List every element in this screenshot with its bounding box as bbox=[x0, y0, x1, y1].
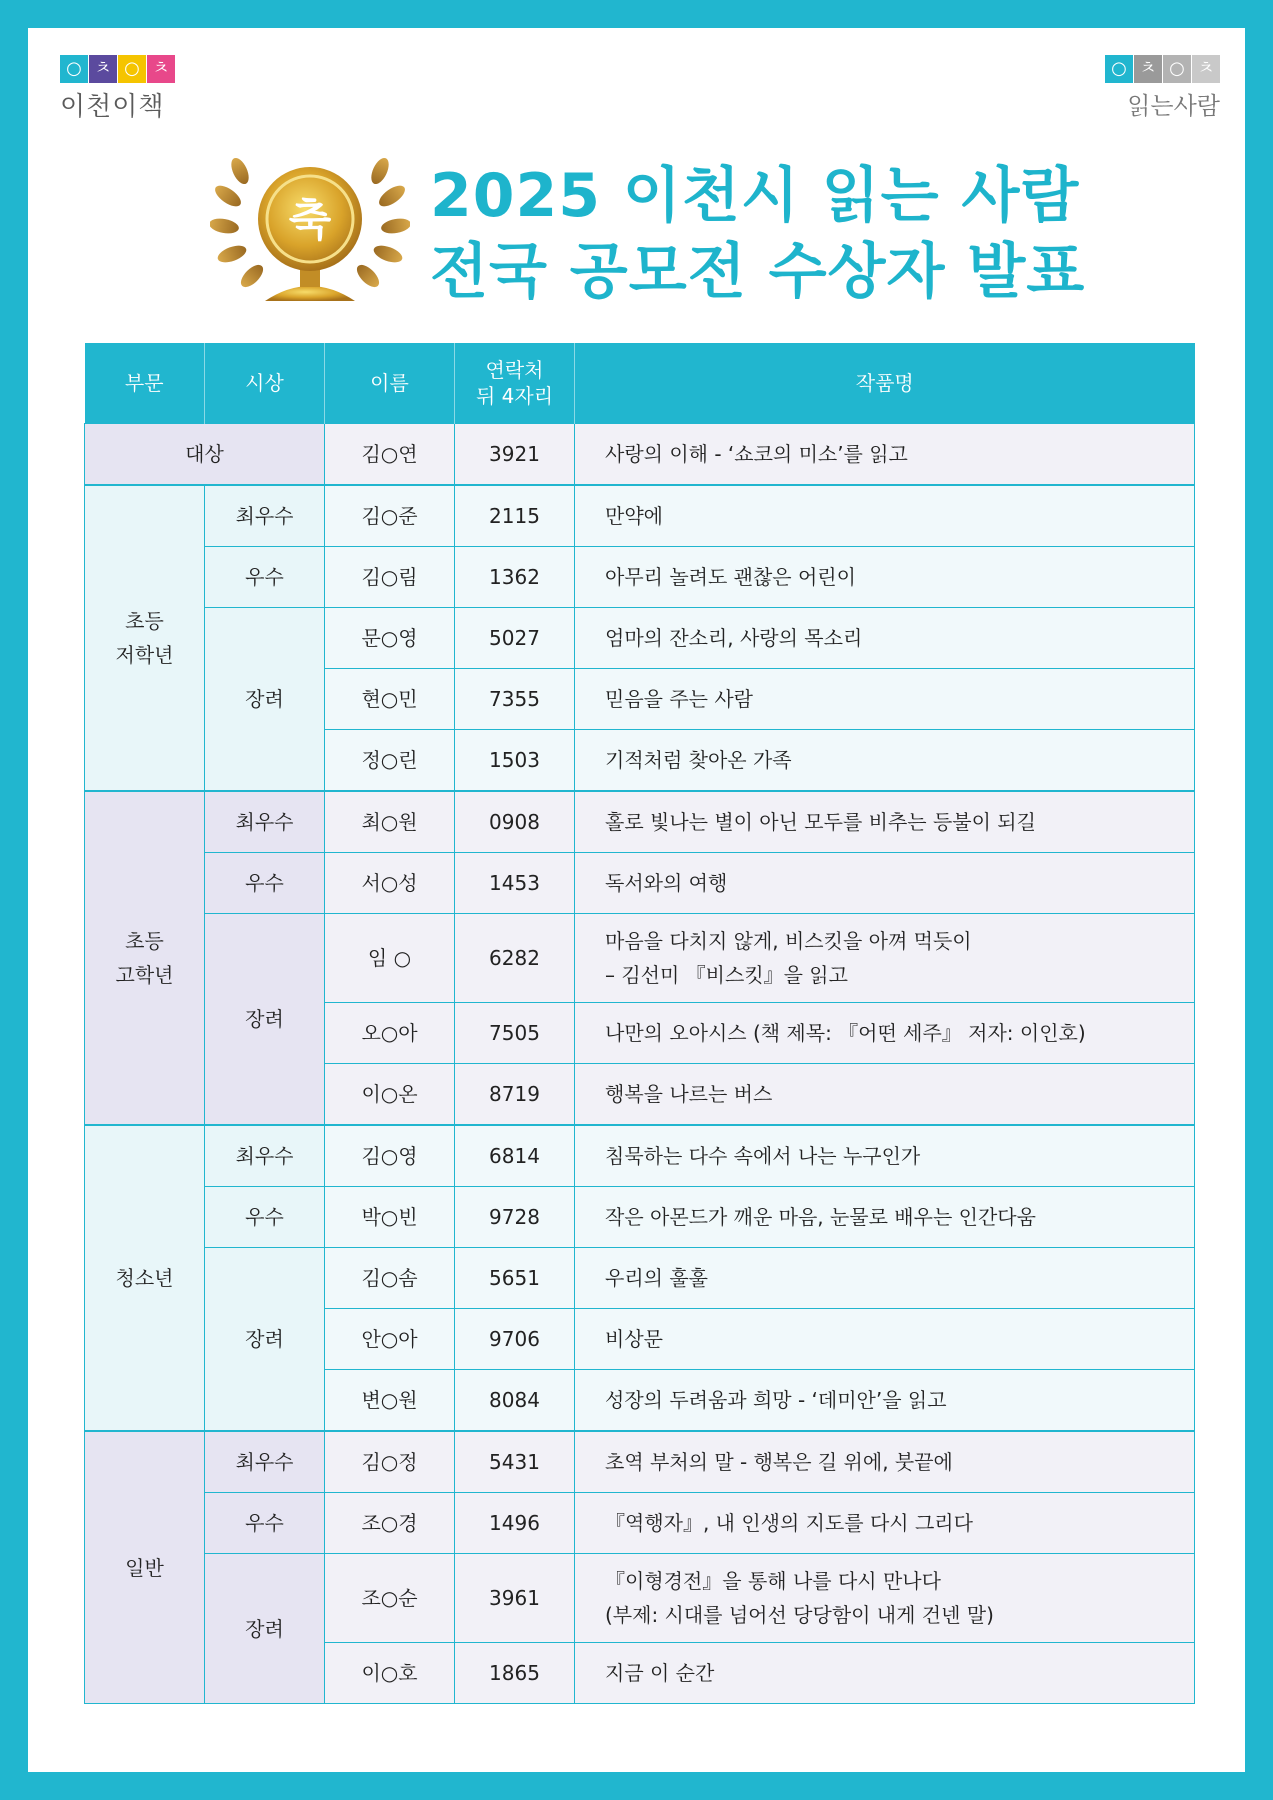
award-cell: 장려 bbox=[205, 1554, 325, 1704]
award-cell: 장려 bbox=[205, 1248, 325, 1432]
grand-prize-label: 대상 bbox=[85, 424, 325, 486]
work-title: 성장의 두려움과 희망 - ‘데미안’을 읽고 bbox=[575, 1370, 1195, 1432]
table-row bbox=[85, 1125, 1195, 1187]
table-row bbox=[85, 1554, 1195, 1643]
poster-page bbox=[28, 28, 1245, 1772]
contact-digits: 9728 bbox=[455, 1187, 575, 1248]
work-title-line2: (부제: 시대를 넘어선 당당함이 내게 건넨 말) bbox=[605, 1603, 994, 1627]
contact-digits: 1453 bbox=[455, 853, 575, 914]
work-title: 『역행자』, 내 인생의 지도를 다시 그리다 bbox=[575, 1493, 1195, 1554]
table-row bbox=[85, 1248, 1195, 1309]
table-row bbox=[85, 1431, 1195, 1493]
winner-name: 김○영 bbox=[325, 1125, 455, 1187]
winner-name: 김○정 bbox=[325, 1431, 455, 1493]
award-cell: 장려 bbox=[205, 914, 325, 1126]
table-row bbox=[85, 1187, 1195, 1248]
award-cell: 우수 bbox=[205, 1187, 325, 1248]
award-cell: 최우수 bbox=[205, 1431, 325, 1493]
contact-digits: 7505 bbox=[455, 1003, 575, 1064]
winner-name: 안○아 bbox=[325, 1309, 455, 1370]
logo-chieut-icon: ㅊ bbox=[89, 55, 117, 83]
work-title: 기적처럼 찾아온 가족 bbox=[575, 730, 1195, 792]
category-line2: 고학년 bbox=[115, 963, 174, 987]
category-cell: 청소년 bbox=[85, 1125, 205, 1431]
contact-digits: 1362 bbox=[455, 547, 575, 608]
logo-book-icon: ㅊ bbox=[1192, 55, 1220, 83]
award-cell: 최우수 bbox=[205, 791, 325, 853]
table-header-row bbox=[85, 343, 1195, 424]
contact-digits: 1503 bbox=[455, 730, 575, 792]
winner-name: 서○성 bbox=[325, 853, 455, 914]
logo-circle-icon: ○ bbox=[1163, 55, 1191, 83]
table-row bbox=[85, 485, 1195, 547]
work-title: 만약에 bbox=[575, 485, 1195, 547]
work-title: 아무리 놀려도 괜찮은 어린이 bbox=[575, 547, 1195, 608]
contact-digits: 6814 bbox=[455, 1125, 575, 1187]
category-cell bbox=[85, 485, 205, 791]
work-title: 침묵하는 다수 속에서 나는 누구인가 bbox=[575, 1125, 1195, 1187]
table-row bbox=[85, 608, 1195, 669]
logo-circle-icon: ○ bbox=[118, 55, 146, 83]
work-title: 사랑의 이해 - ‘쇼코의 미소’를 읽고 bbox=[575, 424, 1195, 486]
header-name: 이름 bbox=[325, 343, 455, 424]
contact-digits: 2115 bbox=[455, 485, 575, 547]
winner-name: 현○민 bbox=[325, 669, 455, 730]
contact-digits: 1865 bbox=[455, 1643, 575, 1704]
work-title: 홀로 빛나는 별이 아닌 모두를 비추는 등불이 되길 bbox=[575, 791, 1195, 853]
work-title bbox=[575, 914, 1195, 1003]
awards-table bbox=[84, 343, 1195, 1704]
category-line1: 초등 bbox=[125, 929, 164, 953]
work-title-line1: 『이형경전』을 통해 나를 다시 만나다 bbox=[605, 1569, 941, 1593]
contact-digits: 7355 bbox=[455, 669, 575, 730]
header-contact-line2: 뒤 4자리 bbox=[475, 384, 554, 408]
award-cell: 우수 bbox=[205, 547, 325, 608]
gold-medal-laurel-icon bbox=[210, 151, 410, 309]
page-title bbox=[430, 158, 1150, 310]
title-line-1: 2025 이천시 읽는 사람 bbox=[430, 161, 1080, 231]
winner-name: 이○호 bbox=[325, 1643, 455, 1704]
table-row bbox=[85, 424, 1195, 486]
winner-name: 이○온 bbox=[325, 1064, 455, 1126]
winner-name: 최○원 bbox=[325, 791, 455, 853]
emblem-label: 축 bbox=[288, 195, 332, 246]
logo-right-text: 읽는사람 bbox=[1127, 92, 1220, 120]
winner-name: 임 ○ bbox=[325, 914, 455, 1003]
contact-digits: 5027 bbox=[455, 608, 575, 669]
contact-digits: 0908 bbox=[455, 791, 575, 853]
work-title-line2: – 김선미 『비스킷』을 읽고 bbox=[605, 963, 848, 987]
logo-book-icon: ㅊ bbox=[147, 55, 175, 83]
category-line1: 초등 bbox=[125, 609, 164, 633]
work-title: 지금 이 순간 bbox=[575, 1643, 1195, 1704]
winner-name: 조○순 bbox=[325, 1554, 455, 1643]
contact-digits: 8719 bbox=[455, 1064, 575, 1126]
work-title: 나만의 오아시스 (책 제목: 『어떤 세주』 저자: 이인호) bbox=[575, 1003, 1195, 1064]
work-title bbox=[575, 1554, 1195, 1643]
table-row bbox=[85, 914, 1195, 1003]
contact-digits: 5431 bbox=[455, 1431, 575, 1493]
award-cell: 우수 bbox=[205, 853, 325, 914]
category-cell: 일반 bbox=[85, 1431, 205, 1704]
header-contact-line1: 연락처 bbox=[485, 358, 544, 382]
award-cell: 우수 bbox=[205, 1493, 325, 1554]
table-row bbox=[85, 791, 1195, 853]
winner-name: 정○린 bbox=[325, 730, 455, 792]
contact-digits: 8084 bbox=[455, 1370, 575, 1432]
logo-circle-icon: ○ bbox=[60, 55, 88, 83]
contact-digits: 9706 bbox=[455, 1309, 575, 1370]
header-contact bbox=[455, 343, 575, 424]
award-cell: 최우수 bbox=[205, 485, 325, 547]
work-title: 독서와의 여행 bbox=[575, 853, 1195, 914]
logo-circle-icon: ○ bbox=[1105, 55, 1133, 83]
header-category: 부문 bbox=[85, 343, 205, 424]
work-title: 행복을 나르는 버스 bbox=[575, 1064, 1195, 1126]
icheon-ichaek-logo bbox=[60, 55, 180, 123]
logo-chieut-icon: ㅊ bbox=[1134, 55, 1162, 83]
reading-people-logo bbox=[1104, 55, 1220, 123]
category-cell bbox=[85, 791, 205, 1125]
winner-name: 김○솜 bbox=[325, 1248, 455, 1309]
contact-digits: 6282 bbox=[455, 914, 575, 1003]
winner-name: 조○경 bbox=[325, 1493, 455, 1554]
work-title: 초역 부처의 말 - 행복은 길 위에, 붓끝에 bbox=[575, 1431, 1195, 1493]
winner-name: 변○원 bbox=[325, 1370, 455, 1432]
winner-name: 김○림 bbox=[325, 547, 455, 608]
logo-left-text: 이천이책 bbox=[60, 92, 165, 122]
contact-digits: 3921 bbox=[455, 424, 575, 486]
winner-name: 문○영 bbox=[325, 608, 455, 669]
work-title: 우리의 훌훌 bbox=[575, 1248, 1195, 1309]
work-title: 비상문 bbox=[575, 1309, 1195, 1370]
work-title: 믿음을 주는 사람 bbox=[575, 669, 1195, 730]
category-line2: 저학년 bbox=[115, 643, 174, 667]
winner-name: 김○준 bbox=[325, 485, 455, 547]
title-line-2: 전국 공모전 수상자 발표 bbox=[430, 237, 1086, 307]
contact-digits: 1496 bbox=[455, 1493, 575, 1554]
table-row bbox=[85, 547, 1195, 608]
contact-digits: 3961 bbox=[455, 1554, 575, 1643]
winner-name: 김○연 bbox=[325, 424, 455, 486]
work-title: 엄마의 잔소리, 사랑의 목소리 bbox=[575, 608, 1195, 669]
work-title-line1: 마음을 다치지 않게, 비스킷을 아껴 먹듯이 bbox=[605, 929, 972, 953]
header-work: 작품명 bbox=[575, 343, 1195, 424]
header-award: 시상 bbox=[205, 343, 325, 424]
award-cell: 최우수 bbox=[205, 1125, 325, 1187]
winner-name: 오○아 bbox=[325, 1003, 455, 1064]
winner-name: 박○빈 bbox=[325, 1187, 455, 1248]
contact-digits: 5651 bbox=[455, 1248, 575, 1309]
award-cell: 장려 bbox=[205, 608, 325, 792]
table-row bbox=[85, 1493, 1195, 1554]
table-row bbox=[85, 853, 1195, 914]
work-title: 작은 아몬드가 깨운 마음, 눈물로 배우는 인간다움 bbox=[575, 1187, 1195, 1248]
